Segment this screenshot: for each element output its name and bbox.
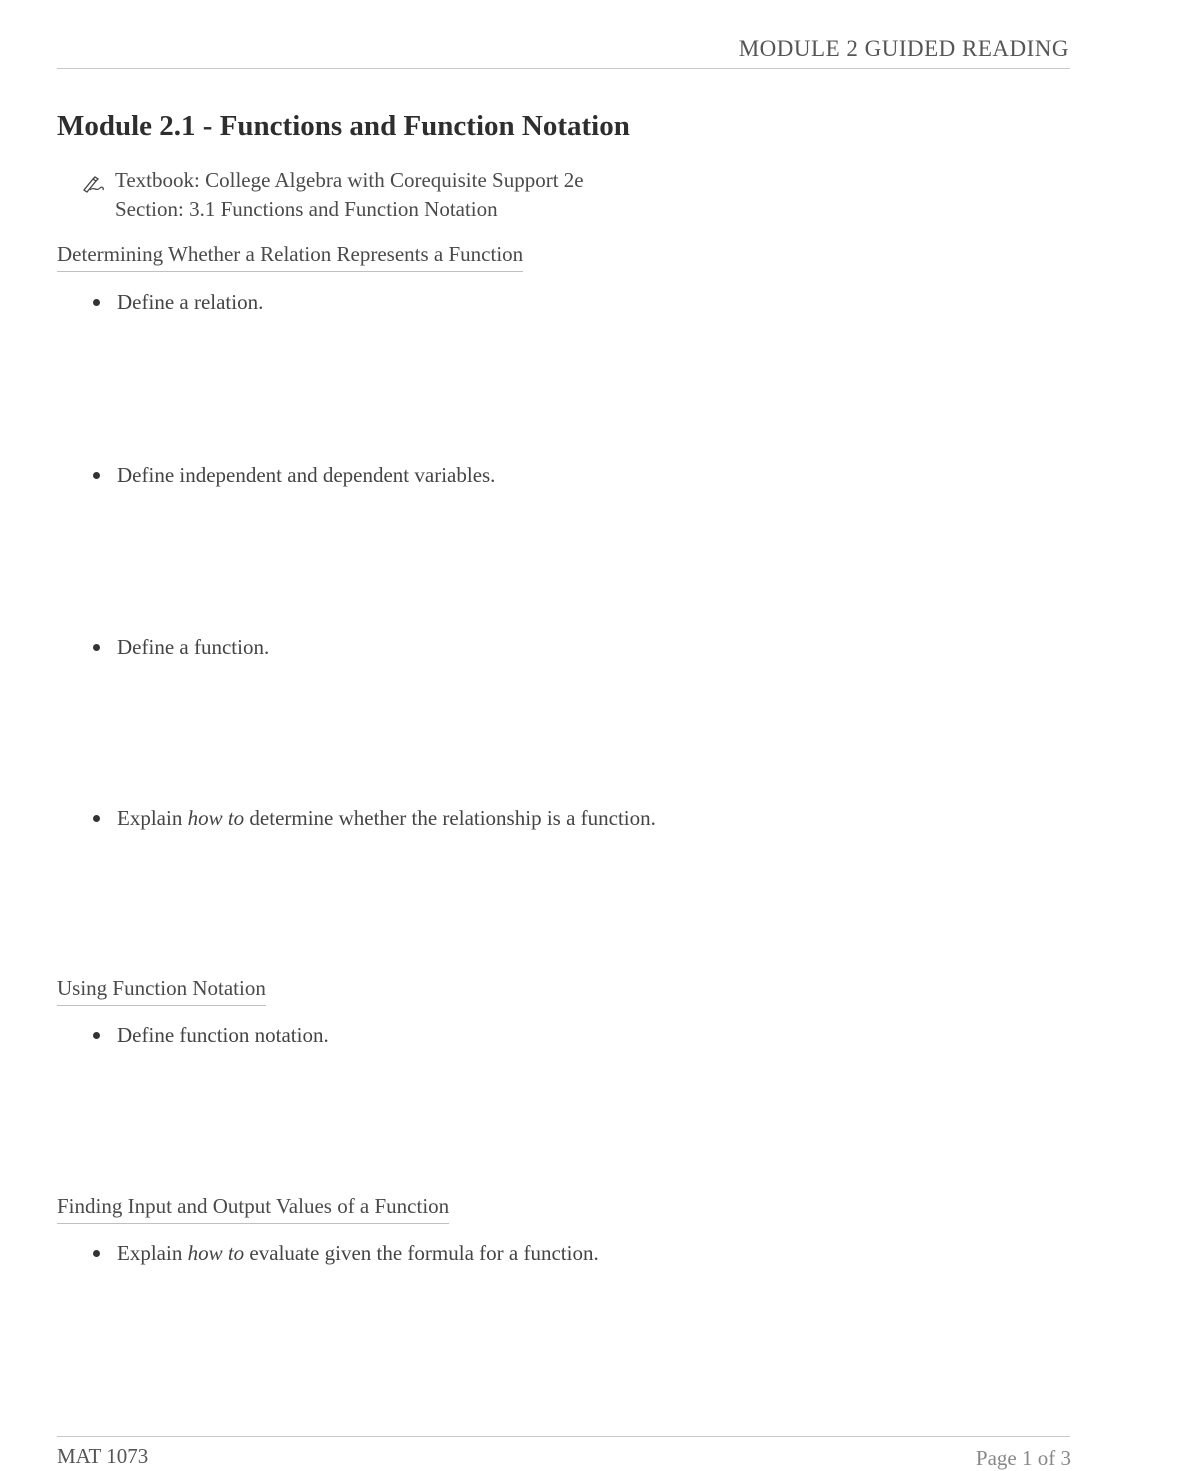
list-item — [90, 290, 263, 315]
running-header: MODULE 2 GUIDED READING — [738, 36, 1069, 61]
footer-divider — [57, 1436, 1070, 1437]
bullet-icon — [93, 644, 100, 651]
course-code: MAT 1073 — [57, 1444, 149, 1468]
list-item — [90, 1241, 599, 1266]
section-heading-input-output: Finding Input and Output Values of a Function — [57, 1194, 449, 1224]
bullet-icon — [93, 1032, 100, 1039]
textbook-reference — [82, 166, 584, 224]
list-item-text: Define independent and dependent variables. — [117, 463, 496, 487]
emphasis-text: how to — [187, 806, 245, 830]
list-item-text: Define a relation. — [117, 290, 264, 314]
module-title: Module 2.1 - Functions and Function Notation — [57, 110, 630, 142]
list-item — [90, 635, 269, 660]
list-item-text: Define function notation. — [117, 1023, 329, 1047]
list-item-text: Explain how to determine whether the relationship is a function. — [117, 806, 656, 830]
emphasis-text: how to — [187, 1241, 245, 1265]
header-divider — [57, 68, 1070, 69]
bullet-icon — [93, 472, 100, 479]
pencil-writing-icon — [82, 172, 106, 190]
bullet-icon — [93, 815, 100, 822]
textbook-line: Textbook: College Algebra with Corequisite Support 2e — [115, 168, 584, 192]
list-item-text: Explain how to evaluate given the formula for a function. — [117, 1241, 599, 1265]
list-item — [90, 1023, 329, 1048]
section-heading-relation: Determining Whether a Relation Represents a Function — [57, 242, 523, 272]
list-item — [90, 806, 656, 831]
page-number: Page 1 of 3 — [975, 1446, 1071, 1470]
section-heading-notation: Using Function Notation — [57, 976, 266, 1006]
bullet-icon — [93, 1250, 100, 1257]
list-item — [90, 463, 495, 488]
bullet-icon — [93, 299, 100, 306]
list-item-text: Define a function. — [117, 635, 270, 659]
section-line: Section: 3.1 Functions and Function Notation — [115, 197, 498, 221]
